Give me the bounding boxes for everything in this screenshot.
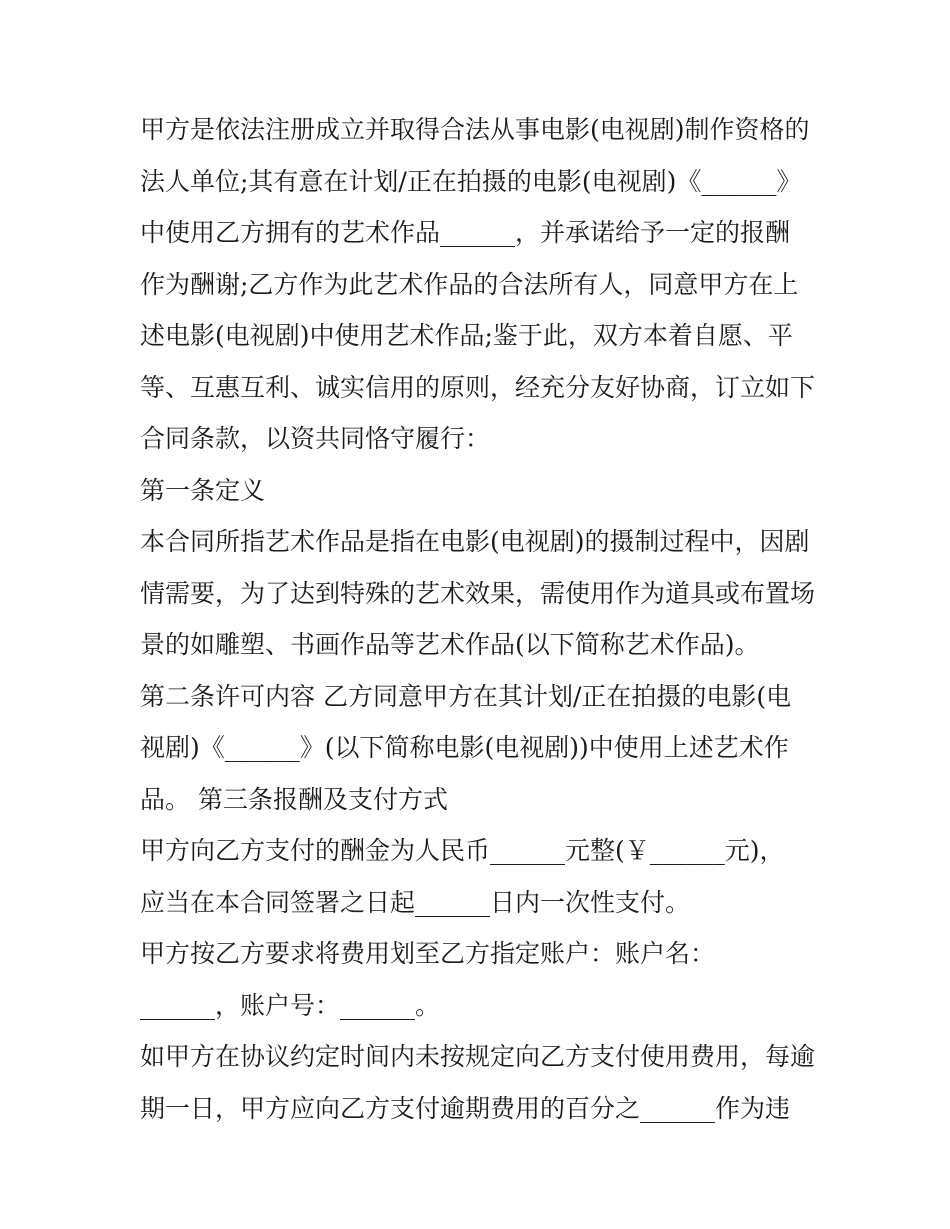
body-line: 如甲方在协议约定时间内未按规定向乙方支付使用费用，每逾 — [140, 1042, 816, 1071]
body-line: 甲方按乙方要求将费用划至乙方指定账户：账户名： — [140, 939, 716, 968]
body-line: 期一日，甲方应向乙方支付逾期费用的百分之______作为违 — [140, 1093, 791, 1123]
body-line: 述电影(电视剧)中使用艺术作品;鉴于此，双方本着自愿、平 — [140, 321, 793, 350]
body-line: 作为酬谢;乙方作为此艺术作品的合法所有人，同意甲方在上 — [140, 269, 799, 299]
contract-body — [140, 104, 820, 1134]
body-line: 中使用乙方拥有的艺术作品______，并承诺给予一定的报酬 — [140, 218, 791, 247]
body-line: 应当在本合同签署之日起______日内一次性支付。 — [140, 887, 691, 917]
body-line: 甲方向乙方支付的酬金为人民币______元整(￥______元)， — [140, 836, 785, 865]
section-heading-definition: 第一条定义 — [140, 475, 266, 505]
body-line: 景的如雕塑、书画作品等艺术作品(以下简称艺术作品)。 — [140, 630, 760, 659]
body-line: 等、互惠互利、诚实信用的原则，经充分友好协商，订立如下 — [140, 372, 816, 402]
section-heading-license: 第二条许可内容 乙方同意甲方在其计划/正在拍摄的电影(电 — [140, 681, 792, 711]
body-line: 视剧)《______》(以下简称电影(电视剧))中使用上述艺术作 — [140, 733, 789, 762]
body-line: 法人单位;其有意在计划/正在拍摄的电影(电视剧)《______》 — [140, 166, 802, 196]
body-line: 甲方是依法注册成立并取得合法从事电影(电视剧)制作资格的 — [140, 115, 810, 144]
section-heading-payment: 品。 第三条报酬及支付方式 — [140, 784, 448, 814]
body-line: 本合同所指艺术作品是指在电影(电视剧)的摄制过程中，因剧 — [140, 527, 810, 556]
body-line: 合同条款，以资共同恪守履行： — [140, 424, 491, 453]
body-line: 情需要，为了达到特殊的艺术效果，需使用作为道具或布置场 — [140, 578, 816, 608]
body-line: ______，账户号：______。 — [140, 990, 441, 1020]
